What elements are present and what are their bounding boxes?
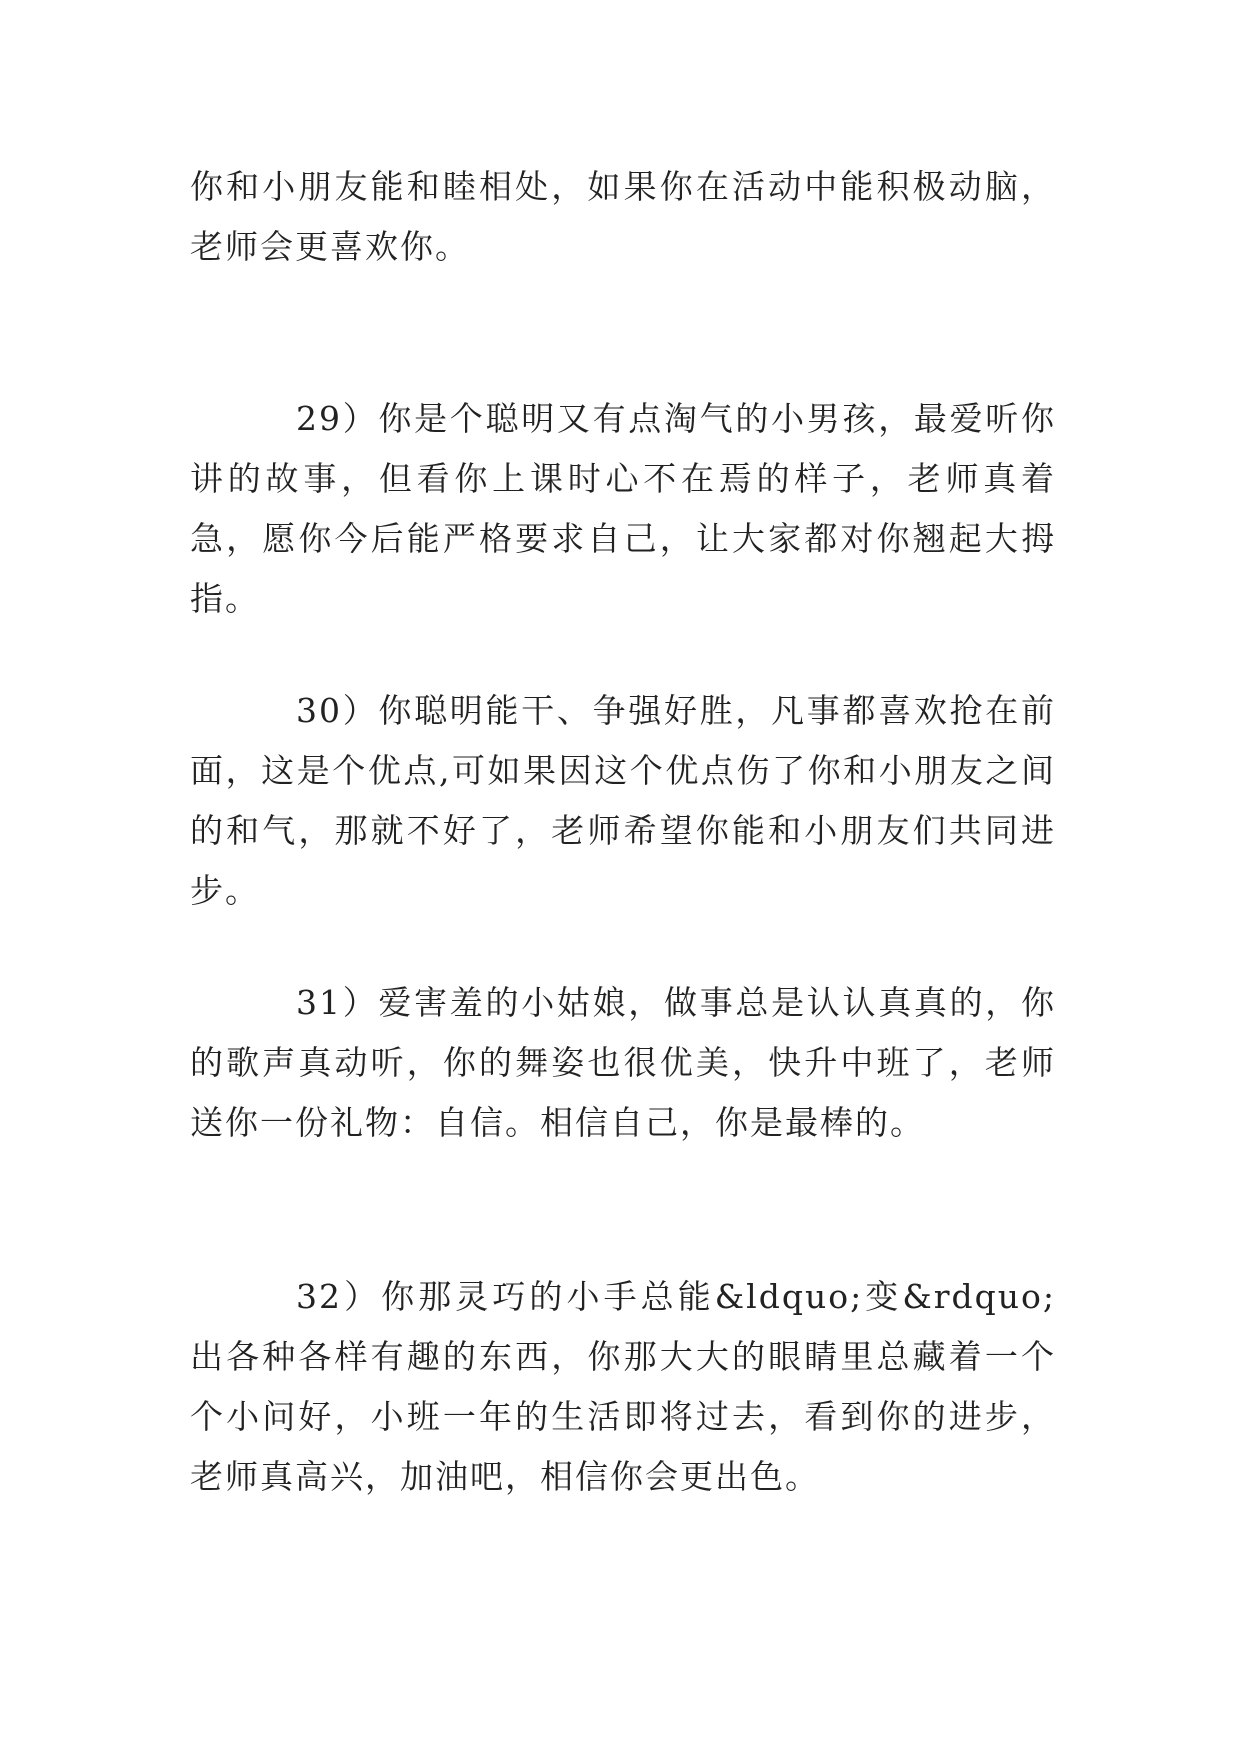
paragraph-30: 30）你聪明能干、争强好胜，凡事都喜欢抢在前面，这是个优点,可如果因这个优点伤了你和小朋友之间的和气，那就不好了，老师希望你能和小朋友们共同进步。 — [190, 691, 1056, 910]
paragraph-continuation: 你和小朋友能和睦相处，如果你在活动中能积极动脑，老师会更喜欢你。 — [190, 167, 1056, 266]
paragraph-32: 32）你那灵巧的小手总能&ldquo;变&rdquo;出各种各样有趣的东西，你那大大的眼睛里总藏着一个个小问好，小班一年的生活即将过去，看到你的进步，老师真高兴，加油吧，相信你会更出色。 — [190, 1277, 1056, 1496]
paragraph-29: 29）你是个聪明又有点淘气的小男孩，最爱听你讲的故事，但看你上课时心不在焉的样子，老师真着急，愿你今后能严格要求自己，让大家都对你翘起大拇指。 — [190, 399, 1056, 618]
paragraph-31: 31）爱害羞的小姑娘，做事总是认认真真的，你的歌声真动听，你的舞姿也很优美，快升中班了，老师送你一份礼物：自信。相信自己，你是最棒的。 — [190, 983, 1056, 1142]
